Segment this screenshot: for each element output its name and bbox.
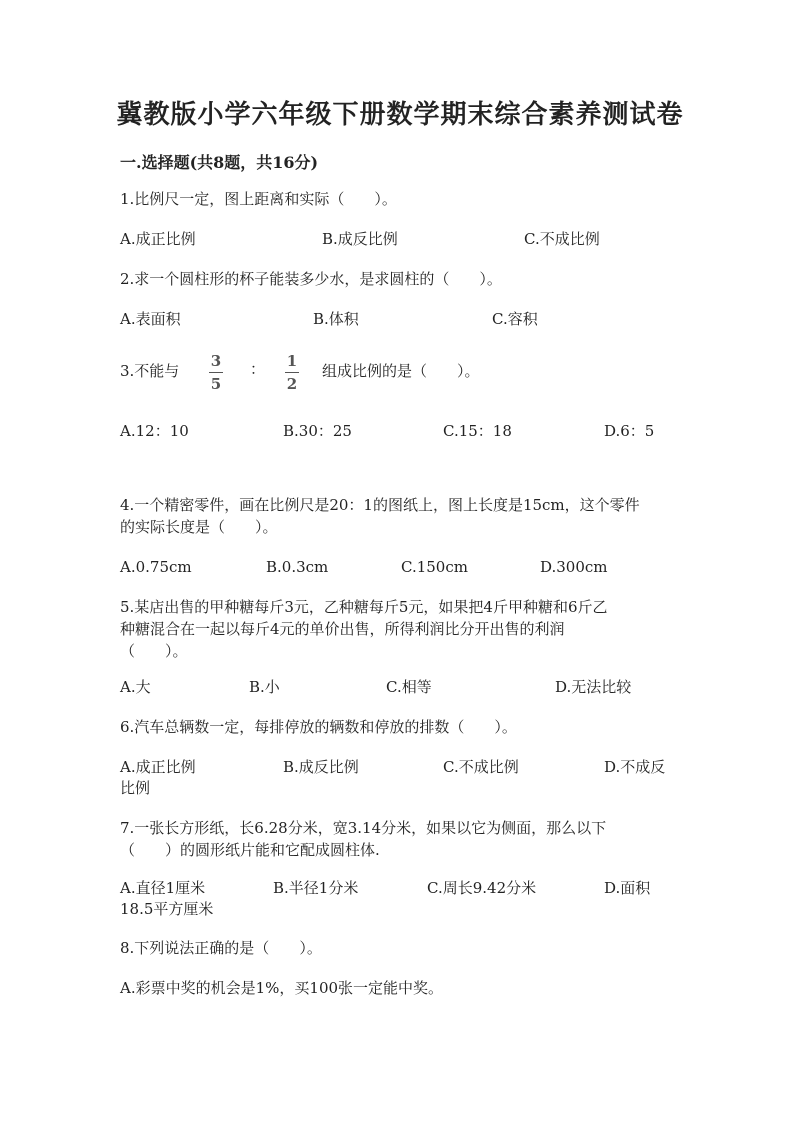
- fraction-three-fifths: [206, 352, 226, 393]
- q6-option-d: D.不成反: [604, 758, 666, 776]
- question-1-text: 1.比例尺一定，图上距离和实际（ ）。: [120, 190, 397, 208]
- q5-option-c: C.相等: [386, 678, 432, 696]
- q3-option-c: C.15：18: [443, 422, 512, 440]
- question-2-text: 2.求一个圆柱形的杯子能装多少水，是求圆柱的（ ）。: [120, 270, 502, 288]
- fraction-numerator: 3: [210, 352, 222, 370]
- q7-option-d-wrap: 18.5平方厘米: [120, 900, 214, 918]
- q8-option-a: A.彩票中奖的机会是1%，买100张一定能中奖。: [120, 979, 444, 997]
- q1-option-b: B.成反比例: [322, 230, 398, 248]
- question-7-text-line2: （ ）的圆形纸片能和它配成圆柱体.: [120, 841, 380, 859]
- question-5-text-line2: 种糖混合在一起以每斤4元的单价出售，所得利润比分开出售的利润: [120, 620, 565, 638]
- q7-option-a: A.直径1厘米: [120, 879, 206, 897]
- question-8-text: 8.下列说法正确的是（ ）。: [120, 939, 322, 957]
- question-3-suffix: 组成比例的是（ ）。: [322, 362, 480, 380]
- q4-option-b: B.0.3cm: [266, 558, 329, 576]
- q2-option-a: A.表面积: [120, 310, 181, 328]
- q6-option-b: B.成反比例: [283, 758, 359, 776]
- q6-option-c: C.不成比例: [443, 758, 519, 776]
- fraction-denominator: 5: [210, 375, 222, 393]
- q1-option-c: C.不成比例: [524, 230, 600, 248]
- q7-option-d: D.面积: [604, 879, 651, 897]
- q5-option-b: B.小: [249, 678, 280, 696]
- q4-option-c: C.150cm: [401, 558, 468, 576]
- q1-option-a: A.成正比例: [120, 230, 196, 248]
- page-title: 冀教版小学六年级下册数学期末综合素养测试卷: [116, 100, 684, 130]
- q7-option-b: B.半径1分米: [273, 879, 359, 897]
- q4-option-d: D.300cm: [540, 558, 608, 576]
- question-6-text: 6.汽车总辆数一定，每排停放的辆数和停放的排数（ ）。: [120, 718, 517, 736]
- question-3-prefix: 3.不能与: [120, 362, 180, 380]
- question-4-text-line2: 的实际长度是（ ）。: [120, 518, 278, 536]
- q3-option-a: A.12：10: [120, 422, 189, 440]
- fraction-numerator: 1: [286, 352, 298, 370]
- q6-option-a: A.成正比例: [120, 758, 196, 776]
- question-4-text-line1: 4.一个精密零件，画在比例尺是20：1的图纸上，图上长度是15cm，这个零件: [120, 496, 640, 514]
- fraction-one-half: [282, 352, 302, 393]
- q7-option-c: C.周长9.42分米: [427, 879, 537, 897]
- fraction-denominator: 2: [286, 375, 298, 393]
- q6-option-d-wrap: 比例: [120, 779, 151, 797]
- question-7-text-line1: 7.一张长方形纸，长6.28分米，宽3.14分米，如果以它为侧面，那么以下: [120, 819, 607, 837]
- q2-option-c: C.容积: [492, 310, 538, 328]
- q5-option-d: D.无法比较: [555, 678, 632, 696]
- q2-option-b: B.体积: [313, 310, 359, 328]
- section-heading: 一.选择题(共8题，共16分): [120, 153, 319, 172]
- q5-option-a: A.大: [120, 678, 151, 696]
- q3-option-d: D.6：5: [604, 422, 655, 440]
- q3-option-b: B.30：25: [283, 422, 352, 440]
- q4-option-a: A.0.75cm: [120, 558, 192, 576]
- question-5-text-line3: （ ）。: [120, 642, 188, 660]
- question-5-text-line1: 5.某店出售的甲种糖每斤3元，乙种糖每斤5元，如果把4斤甲种糖和6斤乙: [120, 598, 608, 616]
- ratio-colon: ：: [250, 360, 266, 378]
